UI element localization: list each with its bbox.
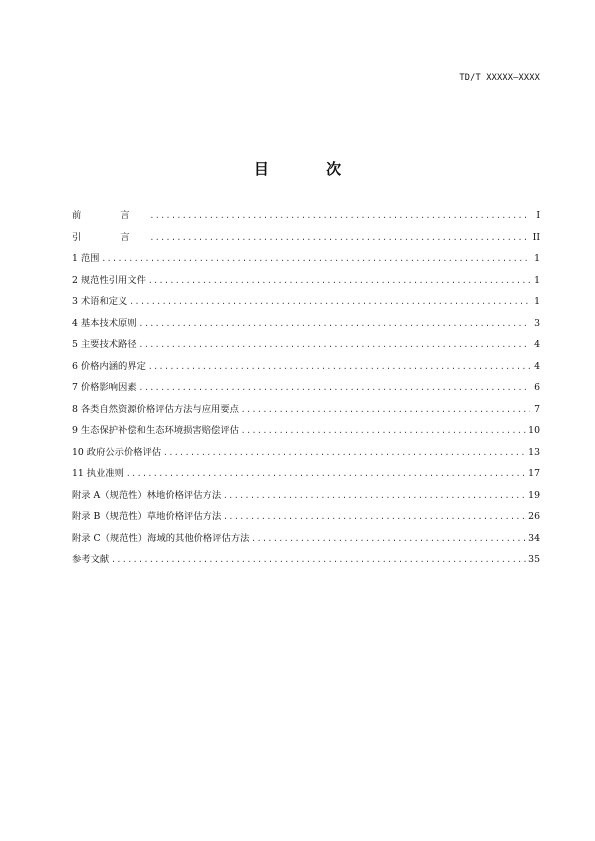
toc-entry-page: II <box>532 231 540 243</box>
toc-entry[interactable] <box>72 422 540 444</box>
toc-entry-page: 3 <box>534 317 540 329</box>
toc-entry-page: 13 <box>528 446 540 458</box>
toc-entry-page: I <box>536 210 540 221</box>
toc-entry-label: 9 生态保护补偿和生态环境损害赔偿评估 <box>72 425 239 436</box>
toc-leader-dots <box>223 491 526 500</box>
toc-entry-label: 7 价格影响因素 <box>72 382 137 393</box>
toc-leader-dots <box>241 426 526 435</box>
toc-entry-label: 附录 C（规范性）海域的其他价格评估方法 <box>72 532 250 544</box>
toc-entry[interactable] <box>72 315 540 337</box>
toc-entry-page: 19 <box>528 489 540 501</box>
toc-entry-page: 17 <box>528 468 540 479</box>
toc-entry-label: 3 术语和定义 <box>72 296 128 307</box>
toc-leader-dots <box>126 469 526 478</box>
toc-leader-dots <box>139 383 530 392</box>
toc-leader-dots <box>223 512 526 521</box>
toc-entry[interactable] <box>72 250 540 272</box>
toc-entry[interactable] <box>72 229 540 251</box>
toc-entry-page: 1 <box>534 253 540 264</box>
toc-leader-dots <box>129 297 530 306</box>
toc-leader-dots <box>111 555 526 564</box>
toc-entry[interactable] <box>72 293 540 315</box>
toc-leader-dots <box>148 276 530 285</box>
toc-entry-label: 参考文献 <box>72 554 110 565</box>
toc-entry-page: 1 <box>534 296 540 307</box>
toc-entry[interactable] <box>72 401 540 423</box>
toc-entry-page: 35 <box>528 554 540 565</box>
toc-leader-dots <box>101 254 530 263</box>
toc-entry-label: 引 言 <box>72 231 148 243</box>
toc-leader-dots <box>251 534 526 543</box>
toc-leader-dots <box>241 405 530 414</box>
toc-entry-label: 4 基本技术原则 <box>72 317 137 329</box>
toc-entry[interactable] <box>72 487 540 509</box>
toc-entry-page: 4 <box>534 339 540 350</box>
toc-entry-page: 4 <box>534 360 540 372</box>
toc-entry-page: 10 <box>528 425 540 436</box>
toc-entry-label: 前 言 <box>72 210 148 221</box>
toc-entry-label: 2 规范性引用文件 <box>72 274 146 286</box>
toc-entry[interactable] <box>72 444 540 466</box>
toc-list <box>72 207 540 573</box>
toc-entry-label: 6 价格内涵的界定 <box>72 360 146 372</box>
toc-entry[interactable] <box>72 207 540 229</box>
toc-leader-dots <box>139 319 530 328</box>
toc-entry-label: 11 执业准则 <box>72 468 124 479</box>
toc-entry[interactable] <box>72 551 540 573</box>
toc-entry-label: 10 政府公示价格评估 <box>72 446 162 458</box>
toc-entry-page: 34 <box>528 532 540 544</box>
toc-entry-page: 26 <box>528 511 540 522</box>
toc-leader-dots <box>148 362 530 371</box>
toc-entry[interactable] <box>72 358 540 380</box>
toc-entry-label: 附录 A（规范性）林地价格评估方法 <box>72 489 222 501</box>
toc-leader-dots <box>139 340 530 349</box>
toc-entry-label: 5 主要技术路径 <box>72 339 137 350</box>
document-code: TD/T XXXXX—XXXX <box>459 73 540 83</box>
toc-entry-page: 1 <box>534 274 540 286</box>
toc-entry-page: 7 <box>534 403 540 415</box>
toc-title: 目 次 <box>253 160 368 178</box>
toc-entry[interactable] <box>72 272 540 294</box>
toc-entry[interactable] <box>72 530 540 552</box>
toc-entry[interactable] <box>72 508 540 530</box>
toc-entry[interactable] <box>72 336 540 358</box>
toc-entry-label: 8 各类自然资源价格评估方法与应用要点 <box>72 403 239 415</box>
toc-leader-dots <box>163 448 526 457</box>
toc-entry-page: 6 <box>534 382 540 393</box>
toc-entry[interactable] <box>72 379 540 401</box>
toc-entry-label: 1 范围 <box>72 253 100 264</box>
toc-entry[interactable] <box>72 465 540 487</box>
toc-leader-dots <box>150 233 530 242</box>
toc-entry-label: 附录 B（规范性）草地价格评估方法 <box>72 511 222 522</box>
toc-leader-dots <box>150 211 530 220</box>
